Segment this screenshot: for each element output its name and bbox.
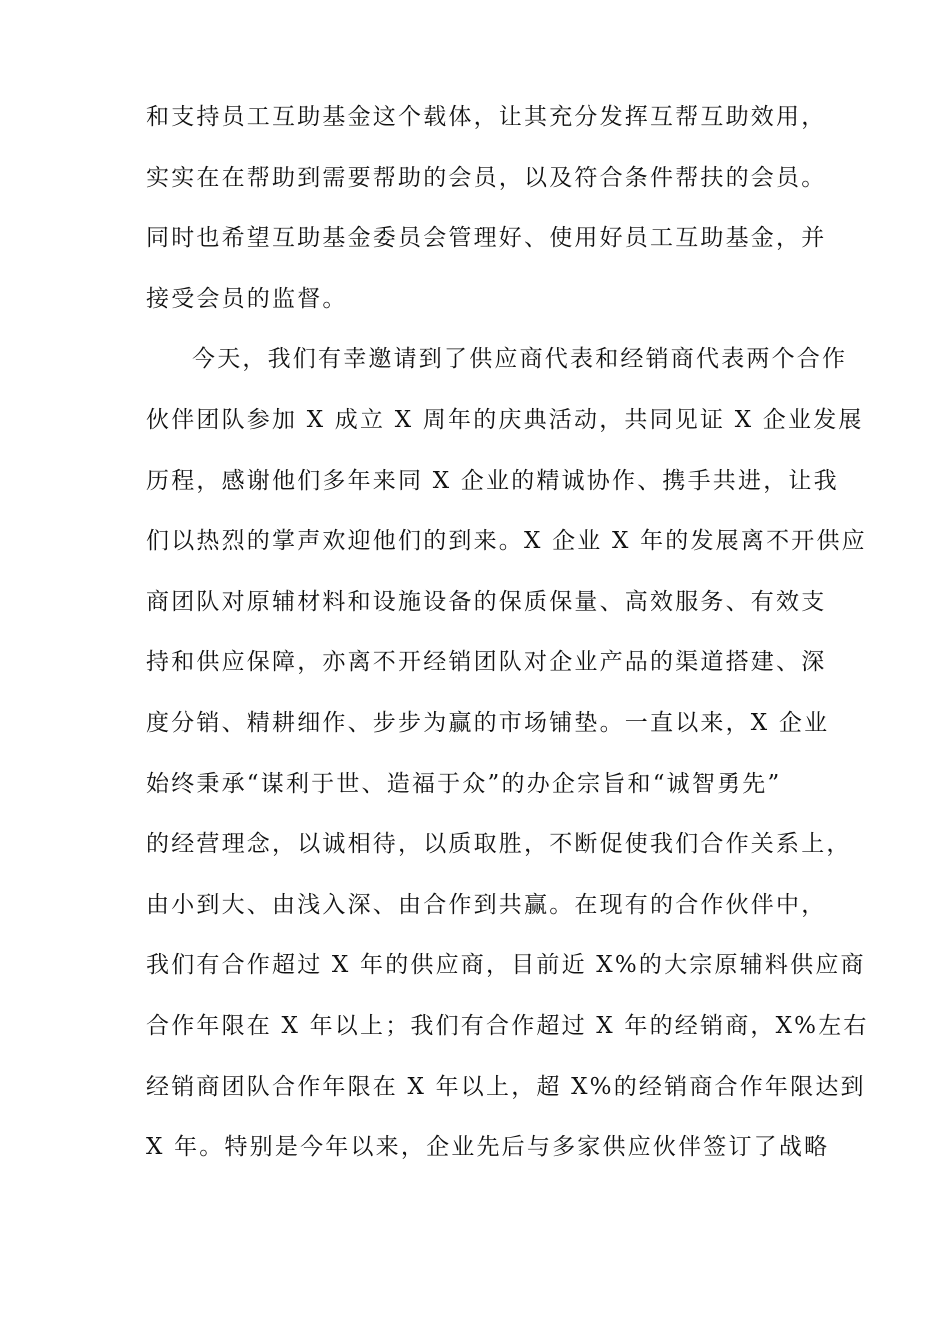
text-line: 的经营理念，以诚相待，以质取胜，不断促使我们合作关系上， — [146, 831, 852, 858]
text-line: 我们有合作超过 X 年的供应商，目前近 X%的大宗原辅料供应商 — [146, 952, 866, 979]
text-line: 度分销、精耕细作、步步为赢的市场铺垫。一直以来，X 企业 — [146, 709, 830, 736]
text-line: 同时也希望互助基金委员会管理好、使用好员工互助基金，并 — [146, 225, 827, 252]
text-line: 合作年限在 X 年以上；我们有合作超过 X 年的经销商，X%左右 — [146, 1012, 869, 1039]
text-line: 和支持员工互助基金这个载体，让其充分发挥互帮互助效用， — [146, 104, 827, 130]
paragraph-first-line: 今天，我们有幸邀请到了供应商代表和经销商代表两个合作 — [192, 346, 848, 373]
text-line: 商团队对原辅材料和设施设备的保质保量、高效服务、有效支 — [146, 588, 827, 615]
text-line: 经销商团队合作年限在 X 年以上，超 X%的经销商合作年限达到 — [146, 1073, 866, 1100]
text-line: 由小到大、由浅入深、由合作到共赢。在现有的合作伙伴中， — [146, 891, 827, 918]
document-body — [146, 94, 869, 1185]
text-line: 实实在在帮助到需要帮助的会员，以及符合条件帮扶的会员。 — [146, 164, 827, 191]
text-line: 伙伴团队参加 X 成立 X 周年的庆典活动，共同见证 X 企业发展 — [146, 406, 864, 433]
text-line: 始终秉承“谋利于世、造福于众”的办企宗旨和“诚智勇先” — [146, 770, 782, 797]
text-line: 接受会员的监督。 — [146, 285, 348, 312]
text-line: 持和供应保障，亦离不开经销团队对企业产品的渠道搭建、深 — [146, 649, 827, 676]
text-line: X 年。特别是今年以来，企业先后与多家供应伙伴签订了战略 — [146, 1134, 830, 1161]
text-line: 历程，感谢他们多年来同 X 企业的精诚协作、携手共进，让我 — [146, 467, 839, 494]
text-line: 们以热烈的掌声欢迎他们的到来。X 企业 X 年的发展离不开供应 — [146, 528, 867, 555]
